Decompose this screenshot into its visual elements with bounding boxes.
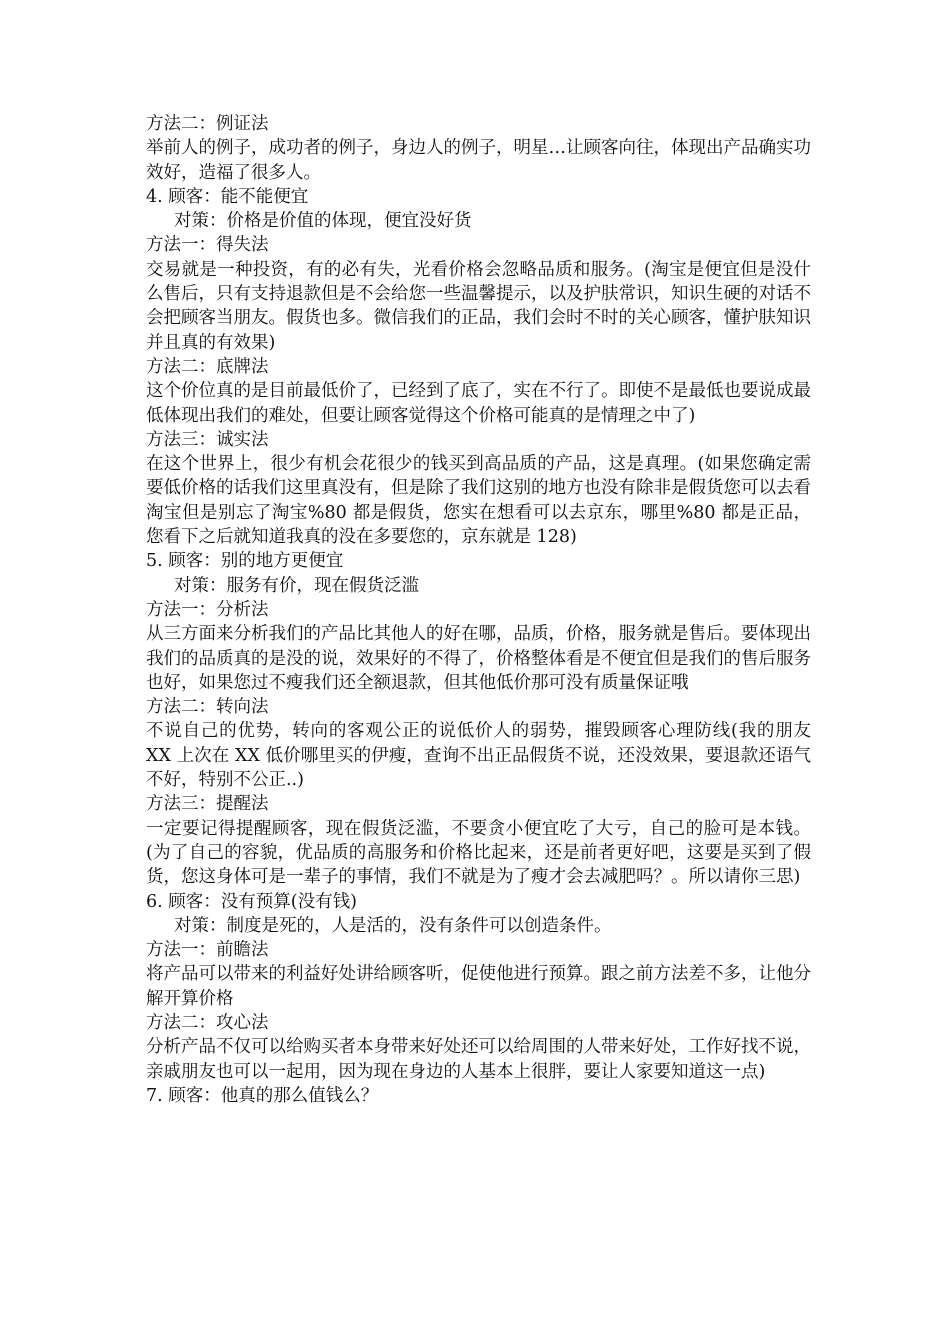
objection-heading: 6. 顾客：没有预算(没有钱) — [146, 891, 357, 912]
method-heading: 方法一：前瞻法 — [146, 940, 269, 961]
method-body: 将产品可以带来的利益好处讲给顾客听，促使他进行预算。跟之前方法差不多，让他分解开算价格 — [146, 964, 811, 1009]
method-heading: 方法二：攻心法 — [146, 1012, 269, 1033]
document-page — [146, 112, 811, 1108]
method-body: 不说自己的优势，转向的客观公正的说低价人的弱势，摧毁顾客心理防线(我的朋友 XX 上次在 XX 低价哪里买的伊瘦，查询不出正品假货不说，还没效果，要退款还语气不好，特别不公正..) — [146, 721, 811, 791]
method-heading: 方法二：底牌法 — [146, 356, 269, 377]
method-body: 交易就是一种投资，有的必有失，光看价格会忽略品质和服务。(淘宝是便宜但是没什么售后，只有支持退款但是不会给您一些温馨提示，以及护肤常识，知识生硬的对话不会把顾客当朋友。假货也多。微信我们的正品，我们会时不时的关心顾客，懂护肤知识并且真的有效果) — [146, 259, 811, 353]
strategy-line: 对策：制度是死的，人是活的，没有条件可以创造条件。 — [174, 915, 612, 936]
method-body: 举前人的例子，成功者的例子，身边人的例子，明星…让顾客向往，体现出产品确实功效好，造福了很多人。 — [146, 138, 811, 183]
method-body: 在这个世界上，很少有机会花很少的钱买到高品质的产品，这是真理。(如果您确定需要低价格的话我们这里真没有，但是除了我们这别的地方也没有除非是假货您可以去看淘宝但是别忘了淘宝%80 都是假货，您实在想看可以去京东，哪里%80 都是正品，您看下之后就知道我真的没在多要您的，京东就是 128) — [146, 454, 811, 548]
method-heading: 方法一：分析法 — [146, 599, 269, 620]
objection-heading: 4. 顾客：能不能便宜 — [146, 186, 309, 207]
method-heading: 方法三：提醒法 — [146, 794, 269, 815]
objection-heading: 5. 顾客：别的地方更便宜 — [146, 551, 344, 572]
objection-heading: 7. 顾客：他真的那么值钱么？ — [146, 1085, 379, 1106]
method-heading: 方法三：诚实法 — [146, 429, 269, 450]
method-heading: 方法二：例证法 — [146, 114, 269, 134]
method-body: 分析产品不仅可以给购买者本身带来好处还可以给周围的人带来好处，工作好找不说，亲戚朋友也可以一起用，因为现在身边的人基本上很胖，要让人家要知道这一点) — [146, 1037, 811, 1082]
strategy-line: 对策：服务有价，现在假货泛滥 — [174, 575, 419, 596]
method-heading: 方法一：得失法 — [146, 235, 269, 256]
strategy-line: 对策：价格是价值的体现，便宜没好货 — [174, 211, 472, 232]
method-body: 从三方面来分析我们的产品比其他人的好在哪，品质，价格，服务就是售后。要体现出我们的品质真的是没的说，效果好的不得了，价格整体看是不便宜但是我们的售后服务也好，如果您过不瘦我们还全额退款，但其他低价那可没有质量保证哦 — [146, 624, 811, 693]
method-heading: 方法二：转向法 — [146, 697, 269, 718]
method-body: 这个价位真的是目前最低价了，已经到了底了，实在不行了。即使不是最低也要说成最低体现出我们的难处，但要让顾客觉得这个价格可能真的是情理之中了) — [146, 381, 811, 426]
method-body: 一定要记得提醒顾客，现在假货泛滥，不要贪小便宜吃了大亏，自己的脸可是本钱。(为了自己的容貌，优品质的高服务和价格比起来，还是前者更好吧，这要是买到了假货，您这身体可是一辈子的事情，我们不就是为了瘦才会去减肥吗？。所以请你三思) — [146, 818, 811, 888]
